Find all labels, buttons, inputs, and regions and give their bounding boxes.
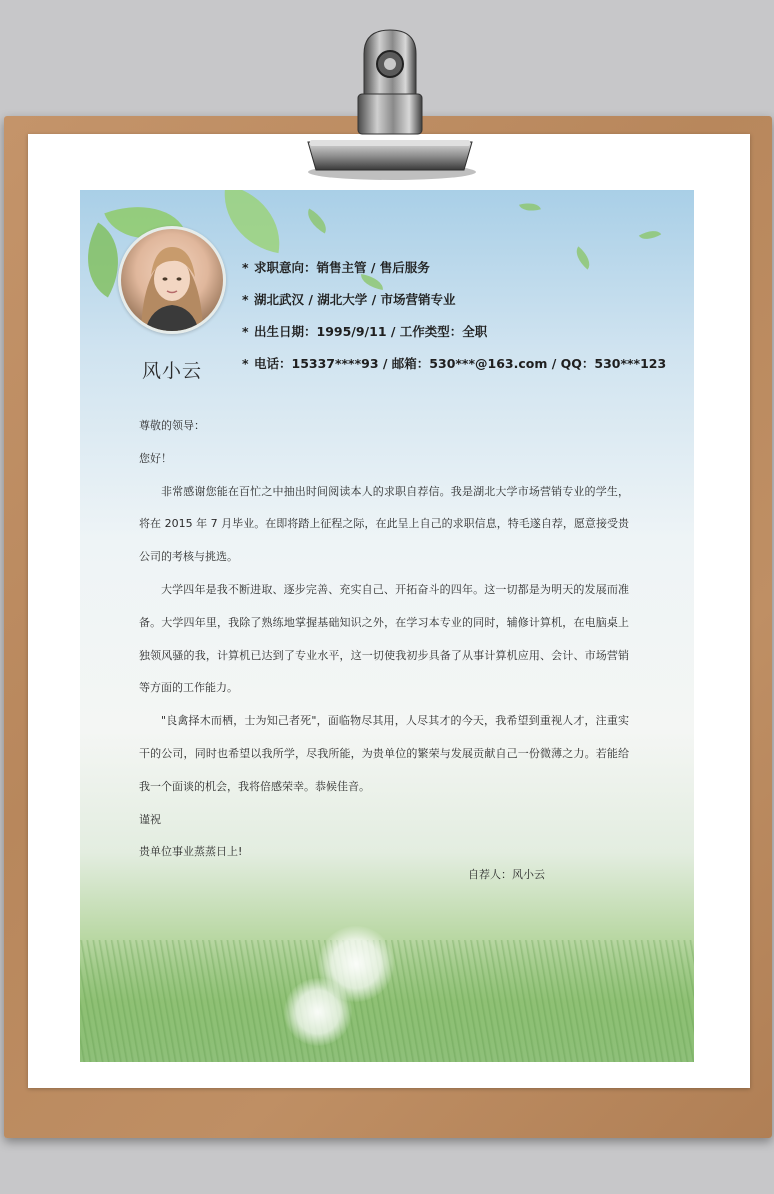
portrait-photo-icon (121, 229, 223, 331)
letter-paragraph: "良禽择木而栖，士为知己者死"，面临物尽其用，人尽其才的今天，我希望到重视人才，注重实干的公司，同时也希望以我所学，尽我所能，为贵单位的繁荣与发展贡献自己一份微薄之力。若能给我一个面谈的机会，我将倍感荣幸。恭候佳音。 (139, 714, 629, 793)
letter-signature: 自荐人：风小云 (468, 868, 545, 881)
letter-paragraph: 非常感谢您能在百忙之中抽出时间阅读本人的求职自荐信。我是湖北大学市场营销专业的学生，将在 2015 年 7 月毕业。在即将踏上征程之际，在此呈上自己的求职信息，特毛遂自荐，愿意接受贵公司的考核与挑选。 (139, 484, 629, 564)
applicant-name: 风小云 (142, 360, 203, 382)
letter-wish: 贵单位事业蒸蒸日上! (139, 845, 243, 859)
letter-paragraph: 大学四年是我不断进取、逐步完善、充实自己、开拓奋斗的四年。这一切都是为明天的发展而准备。大学四年里，我除了熟练地掌握基础知识之外，在学习本专业的同时，辅修计算机，在电脑桌上独领风骚的我，计算机已达到了专业水平，这一切使我初步具备了从事计算机应用、会计、市场营销等方面的工作能力。 (139, 582, 629, 695)
cover-letter (139, 410, 629, 869)
info-birth-worktype: * 出生日期：1995/9/11 / 工作类型：全职 (242, 324, 488, 339)
info-location-school: * 湖北武汉 / 湖北大学 / 市场营销专业 (242, 292, 456, 307)
dandelion-icon (284, 978, 352, 1046)
letter-salutation: 尊敬的领导： (139, 419, 205, 432)
letter-greeting: 您好！ (139, 451, 172, 465)
contact-info-list (242, 258, 666, 386)
info-contact: * 电话：15337****93 / 邮箱：530***@163.com / QQ：530***123 (242, 356, 667, 371)
binder-clip-icon (300, 24, 480, 184)
letter-closing: 谨祝 (139, 812, 161, 826)
info-job-intention: * 求职意向：销售主管 / 售后服务 (242, 260, 430, 275)
profile-photo (118, 226, 226, 334)
